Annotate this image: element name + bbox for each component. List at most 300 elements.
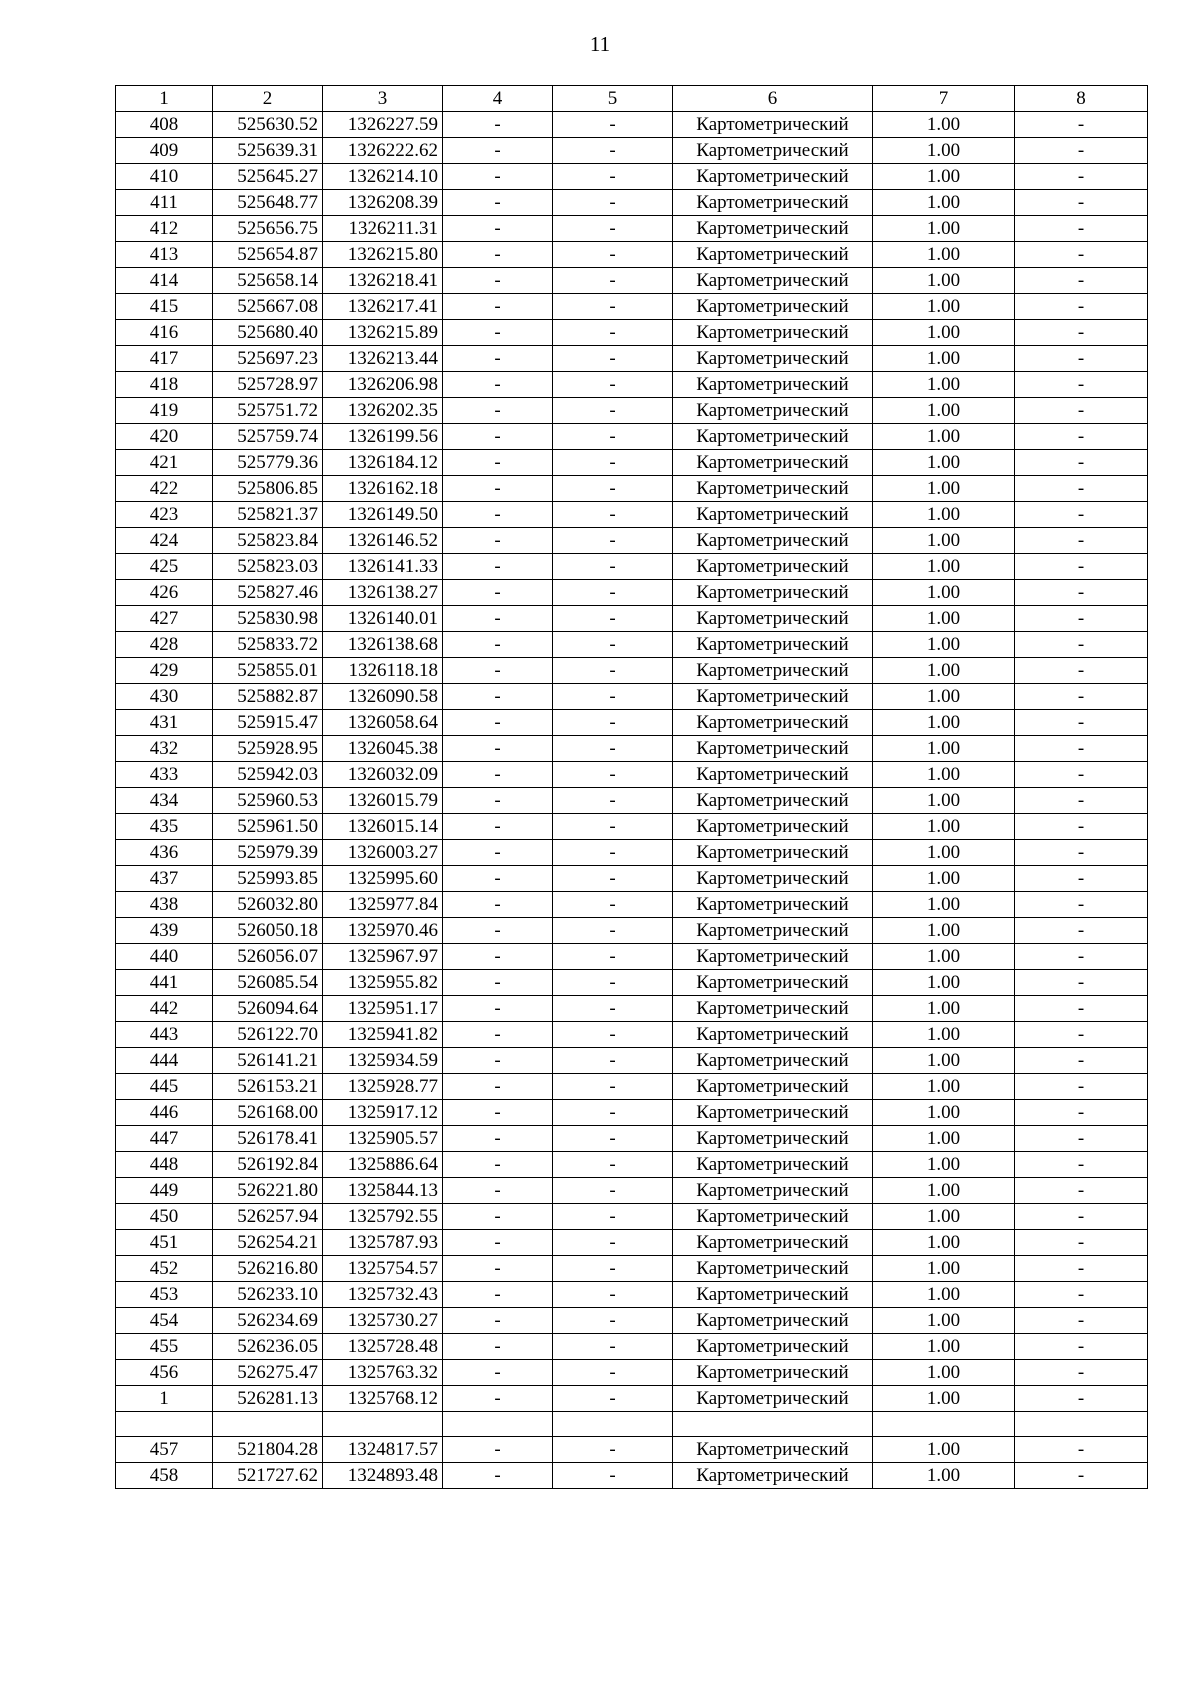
accuracy-cell: 1.00 xyxy=(873,684,1015,710)
column-header: 8 xyxy=(1015,86,1148,112)
column-8-cell: - xyxy=(1015,1022,1148,1048)
column-4-cell: - xyxy=(443,1282,553,1308)
x-coordinate-cell: 525823.84 xyxy=(213,528,323,554)
column-8-cell: - xyxy=(1015,1282,1148,1308)
point-number-cell: 450 xyxy=(116,1204,213,1230)
column-5-cell: - xyxy=(553,892,673,918)
method-cell: Картометрический xyxy=(673,1074,873,1100)
column-8-cell: - xyxy=(1015,1100,1148,1126)
y-coordinate-cell: 1325934.59 xyxy=(323,1048,443,1074)
y-coordinate-cell: 1326032.09 xyxy=(323,762,443,788)
point-number-cell: 441 xyxy=(116,970,213,996)
accuracy-cell: 1.00 xyxy=(873,1126,1015,1152)
column-4-cell: - xyxy=(443,606,553,632)
table-row xyxy=(116,320,1148,346)
method-cell: Картометрический xyxy=(673,424,873,450)
point-number-cell: 436 xyxy=(116,840,213,866)
method-cell: Картометрический xyxy=(673,580,873,606)
accuracy-cell: 1.00 xyxy=(873,1334,1015,1360)
point-number-cell: 425 xyxy=(116,554,213,580)
column-5-cell: - xyxy=(553,814,673,840)
column-4-cell: - xyxy=(443,632,553,658)
accuracy-cell: 1.00 xyxy=(873,1178,1015,1204)
point-number-cell: 432 xyxy=(116,736,213,762)
x-coordinate-cell: 525667.08 xyxy=(213,294,323,320)
accuracy-cell: 1.00 xyxy=(873,346,1015,372)
method-cell: Картометрический xyxy=(673,216,873,242)
method-cell: Картометрический xyxy=(673,398,873,424)
column-8-cell: - xyxy=(1015,918,1148,944)
point-number-cell: 409 xyxy=(116,138,213,164)
column-8-cell: - xyxy=(1015,1360,1148,1386)
table-row xyxy=(116,736,1148,762)
column-8-cell xyxy=(1015,1412,1148,1437)
y-coordinate-cell: 1326202.35 xyxy=(323,398,443,424)
point-number-cell: 458 xyxy=(116,1463,213,1489)
y-coordinate-cell: 1326222.62 xyxy=(323,138,443,164)
y-coordinate-cell: 1325977.84 xyxy=(323,892,443,918)
table-row xyxy=(116,996,1148,1022)
accuracy-cell: 1.00 xyxy=(873,970,1015,996)
column-5-cell: - xyxy=(553,554,673,580)
point-number-cell: 437 xyxy=(116,866,213,892)
column-5-cell: - xyxy=(553,684,673,710)
y-coordinate-cell: 1325917.12 xyxy=(323,1100,443,1126)
x-coordinate-cell: 525882.87 xyxy=(213,684,323,710)
accuracy-cell: 1.00 xyxy=(873,866,1015,892)
x-coordinate-cell: 525855.01 xyxy=(213,658,323,684)
column-5-cell: - xyxy=(553,1126,673,1152)
x-coordinate-cell: 525806.85 xyxy=(213,476,323,502)
point-number-cell: 454 xyxy=(116,1308,213,1334)
column-4-cell: - xyxy=(443,892,553,918)
x-coordinate-cell: 526233.10 xyxy=(213,1282,323,1308)
table-row xyxy=(116,528,1148,554)
table-row xyxy=(116,190,1148,216)
column-4-cell: - xyxy=(443,502,553,528)
column-5-cell: - xyxy=(553,710,673,736)
accuracy-cell: 1.00 xyxy=(873,1437,1015,1463)
column-8-cell: - xyxy=(1015,684,1148,710)
x-coordinate-cell: 525645.27 xyxy=(213,164,323,190)
column-8-cell: - xyxy=(1015,632,1148,658)
x-coordinate-cell: 525833.72 xyxy=(213,632,323,658)
point-number-cell: 1 xyxy=(116,1386,213,1412)
x-coordinate-cell: 526085.54 xyxy=(213,970,323,996)
table-row xyxy=(116,1463,1148,1489)
y-coordinate-cell: 1325886.64 xyxy=(323,1152,443,1178)
method-cell: Картометрический xyxy=(673,762,873,788)
point-number-cell: 412 xyxy=(116,216,213,242)
table-row xyxy=(116,138,1148,164)
y-coordinate-cell: 1326141.33 xyxy=(323,554,443,580)
y-coordinate-cell: 1326058.64 xyxy=(323,710,443,736)
table-row xyxy=(116,1048,1148,1074)
x-coordinate-cell: 526178.41 xyxy=(213,1126,323,1152)
column-5-cell: - xyxy=(553,112,673,138)
column-4-cell xyxy=(443,1412,553,1437)
y-coordinate-cell: 1326146.52 xyxy=(323,528,443,554)
point-number-cell: 419 xyxy=(116,398,213,424)
column-5-cell: - xyxy=(553,840,673,866)
method-cell: Картометрический xyxy=(673,788,873,814)
accuracy-cell: 1.00 xyxy=(873,1152,1015,1178)
method-cell: Картометрический xyxy=(673,1178,873,1204)
x-coordinate-cell: 525728.97 xyxy=(213,372,323,398)
column-4-cell: - xyxy=(443,294,553,320)
table-body xyxy=(116,112,1148,1489)
table-header-row xyxy=(116,86,1148,112)
accuracy-cell: 1.00 xyxy=(873,1308,1015,1334)
column-5-cell: - xyxy=(553,1178,673,1204)
method-cell: Картометрический xyxy=(673,554,873,580)
table-row xyxy=(116,1230,1148,1256)
column-5-cell: - xyxy=(553,658,673,684)
y-coordinate-cell: 1325844.13 xyxy=(323,1178,443,1204)
column-8-cell: - xyxy=(1015,268,1148,294)
point-number-cell: 443 xyxy=(116,1022,213,1048)
y-coordinate-cell: 1325928.77 xyxy=(323,1074,443,1100)
column-8-cell: - xyxy=(1015,554,1148,580)
point-number-cell: 453 xyxy=(116,1282,213,1308)
column-5-cell: - xyxy=(553,216,673,242)
x-coordinate-cell: 526192.84 xyxy=(213,1152,323,1178)
table-row xyxy=(116,372,1148,398)
method-cell: Картометрический xyxy=(673,814,873,840)
accuracy-cell: 1.00 xyxy=(873,190,1015,216)
x-coordinate-cell: 525993.85 xyxy=(213,866,323,892)
point-number-cell: 413 xyxy=(116,242,213,268)
column-5-cell: - xyxy=(553,138,673,164)
table-row xyxy=(116,242,1148,268)
column-5-cell: - xyxy=(553,944,673,970)
table-row xyxy=(116,1152,1148,1178)
x-coordinate-cell: 526168.00 xyxy=(213,1100,323,1126)
point-number-cell: 423 xyxy=(116,502,213,528)
column-8-cell: - xyxy=(1015,320,1148,346)
column-8-cell: - xyxy=(1015,424,1148,450)
column-4-cell: - xyxy=(443,1126,553,1152)
y-coordinate-cell: 1326090.58 xyxy=(323,684,443,710)
x-coordinate-cell: 526094.64 xyxy=(213,996,323,1022)
column-4-cell: - xyxy=(443,346,553,372)
x-coordinate-cell: 525654.87 xyxy=(213,242,323,268)
table-row xyxy=(116,710,1148,736)
x-coordinate-cell: 525751.72 xyxy=(213,398,323,424)
method-cell: Картометрический xyxy=(673,112,873,138)
accuracy-cell: 1.00 xyxy=(873,658,1015,684)
method-cell: Картометрический xyxy=(673,1463,873,1489)
y-coordinate-cell: 1325768.12 xyxy=(323,1386,443,1412)
accuracy-cell: 1.00 xyxy=(873,476,1015,502)
method-cell: Картометрический xyxy=(673,606,873,632)
point-number-cell: 429 xyxy=(116,658,213,684)
column-4-cell: - xyxy=(443,1048,553,1074)
y-coordinate-cell: 1326184.12 xyxy=(323,450,443,476)
y-coordinate-cell: 1325970.46 xyxy=(323,918,443,944)
table-row xyxy=(116,398,1148,424)
y-coordinate-cell: 1325995.60 xyxy=(323,866,443,892)
column-4-cell: - xyxy=(443,268,553,294)
point-number-cell: 417 xyxy=(116,346,213,372)
y-coordinate-cell: 1326162.18 xyxy=(323,476,443,502)
table-row xyxy=(116,1282,1148,1308)
y-coordinate-cell: 1326213.44 xyxy=(323,346,443,372)
point-number-cell: 421 xyxy=(116,450,213,476)
column-8-cell: - xyxy=(1015,996,1148,1022)
method-cell: Картометрический xyxy=(673,138,873,164)
y-coordinate-cell: 1326227.59 xyxy=(323,112,443,138)
column-4-cell: - xyxy=(443,1334,553,1360)
column-4-cell: - xyxy=(443,684,553,710)
x-coordinate-cell: 526254.21 xyxy=(213,1230,323,1256)
method-cell: Картометрический xyxy=(673,1204,873,1230)
y-coordinate-cell: 1326138.27 xyxy=(323,580,443,606)
table-row xyxy=(116,1178,1148,1204)
y-coordinate-cell: 1325951.17 xyxy=(323,996,443,1022)
table-row xyxy=(116,840,1148,866)
method-cell: Картометрический xyxy=(673,996,873,1022)
x-coordinate-cell: 525928.95 xyxy=(213,736,323,762)
table-row xyxy=(116,892,1148,918)
point-number-cell: 408 xyxy=(116,112,213,138)
column-4-cell: - xyxy=(443,1100,553,1126)
column-4-cell: - xyxy=(443,424,553,450)
table-row xyxy=(116,1204,1148,1230)
y-coordinate-cell: 1325732.43 xyxy=(323,1282,443,1308)
column-5-cell: - xyxy=(553,528,673,554)
point-number-cell: 438 xyxy=(116,892,213,918)
point-number-cell: 444 xyxy=(116,1048,213,1074)
point-number-cell: 446 xyxy=(116,1100,213,1126)
y-coordinate-cell: 1325730.27 xyxy=(323,1308,443,1334)
method-cell: Картометрический xyxy=(673,268,873,294)
column-4-cell: - xyxy=(443,138,553,164)
column-8-cell: - xyxy=(1015,1463,1148,1489)
y-coordinate-cell: 1326211.31 xyxy=(323,216,443,242)
accuracy-cell: 1.00 xyxy=(873,216,1015,242)
y-coordinate-cell: 1325728.48 xyxy=(323,1334,443,1360)
column-4-cell: - xyxy=(443,398,553,424)
accuracy-cell: 1.00 xyxy=(873,398,1015,424)
method-cell: Картометрический xyxy=(673,944,873,970)
column-5-cell: - xyxy=(553,1463,673,1489)
column-8-cell: - xyxy=(1015,840,1148,866)
method-cell xyxy=(673,1412,873,1437)
method-cell: Картометрический xyxy=(673,970,873,996)
x-coordinate-cell: 526122.70 xyxy=(213,1022,323,1048)
column-4-cell: - xyxy=(443,788,553,814)
table-row xyxy=(116,554,1148,580)
y-coordinate-cell: 1325955.82 xyxy=(323,970,443,996)
column-4-cell: - xyxy=(443,476,553,502)
x-coordinate-cell: 525697.23 xyxy=(213,346,323,372)
point-number-cell: 445 xyxy=(116,1074,213,1100)
column-8-cell: - xyxy=(1015,944,1148,970)
column-5-cell: - xyxy=(553,1437,673,1463)
column-4-cell: - xyxy=(443,1360,553,1386)
table-row xyxy=(116,788,1148,814)
column-8-cell: - xyxy=(1015,112,1148,138)
x-coordinate-cell: 526236.05 xyxy=(213,1334,323,1360)
accuracy-cell: 1.00 xyxy=(873,1074,1015,1100)
column-8-cell: - xyxy=(1015,294,1148,320)
method-cell: Картометрический xyxy=(673,372,873,398)
column-8-cell: - xyxy=(1015,1048,1148,1074)
column-8-cell: - xyxy=(1015,476,1148,502)
column-4-cell: - xyxy=(443,1152,553,1178)
column-5-cell: - xyxy=(553,1204,673,1230)
column-4-cell: - xyxy=(443,528,553,554)
point-number-cell: 424 xyxy=(116,528,213,554)
x-coordinate-cell: 526141.21 xyxy=(213,1048,323,1074)
method-cell: Картометрический xyxy=(673,528,873,554)
column-4-cell: - xyxy=(443,1022,553,1048)
column-4-cell: - xyxy=(443,112,553,138)
accuracy-cell: 1.00 xyxy=(873,762,1015,788)
column-header: 1 xyxy=(116,86,213,112)
column-4-cell: - xyxy=(443,216,553,242)
accuracy-cell: 1.00 xyxy=(873,242,1015,268)
column-4-cell: - xyxy=(443,450,553,476)
page-number: 11 xyxy=(589,32,611,56)
accuracy-cell: 1.00 xyxy=(873,1360,1015,1386)
column-8-cell: - xyxy=(1015,528,1148,554)
point-number-cell: 434 xyxy=(116,788,213,814)
column-header: 6 xyxy=(673,86,873,112)
accuracy-cell: 1.00 xyxy=(873,450,1015,476)
column-4-cell: - xyxy=(443,1178,553,1204)
y-coordinate-cell: 1325905.57 xyxy=(323,1126,443,1152)
y-coordinate-cell: 1325792.55 xyxy=(323,1204,443,1230)
table-row xyxy=(116,164,1148,190)
column-8-cell: - xyxy=(1015,164,1148,190)
point-number-cell: 422 xyxy=(116,476,213,502)
column-8-cell: - xyxy=(1015,502,1148,528)
point-number-cell: 433 xyxy=(116,762,213,788)
table-row xyxy=(116,268,1148,294)
column-8-cell: - xyxy=(1015,216,1148,242)
point-number-cell: 456 xyxy=(116,1360,213,1386)
y-coordinate-cell: 1326217.41 xyxy=(323,294,443,320)
column-4-cell: - xyxy=(443,372,553,398)
x-coordinate-cell: 525656.75 xyxy=(213,216,323,242)
x-coordinate-cell: 525823.03 xyxy=(213,554,323,580)
y-coordinate-cell: 1326215.80 xyxy=(323,242,443,268)
column-8-cell: - xyxy=(1015,1437,1148,1463)
y-coordinate-cell: 1325967.97 xyxy=(323,944,443,970)
point-number-cell: 452 xyxy=(116,1256,213,1282)
x-coordinate-cell: 525960.53 xyxy=(213,788,323,814)
column-5-cell: - xyxy=(553,580,673,606)
point-number-cell: 449 xyxy=(116,1178,213,1204)
accuracy-cell: 1.00 xyxy=(873,528,1015,554)
column-8-cell: - xyxy=(1015,242,1148,268)
column-8-cell: - xyxy=(1015,892,1148,918)
column-8-cell: - xyxy=(1015,866,1148,892)
column-8-cell: - xyxy=(1015,1074,1148,1100)
method-cell: Картометрический xyxy=(673,346,873,372)
table-row xyxy=(116,216,1148,242)
x-coordinate-cell: 525759.74 xyxy=(213,424,323,450)
accuracy-cell: 1.00 xyxy=(873,788,1015,814)
column-4-cell: - xyxy=(443,1437,553,1463)
x-coordinate-cell: 525942.03 xyxy=(213,762,323,788)
column-5-cell: - xyxy=(553,424,673,450)
column-5-cell: - xyxy=(553,1230,673,1256)
column-8-cell: - xyxy=(1015,346,1148,372)
accuracy-cell: 1.00 xyxy=(873,996,1015,1022)
point-number-cell: 426 xyxy=(116,580,213,606)
accuracy-cell: 1.00 xyxy=(873,502,1015,528)
column-4-cell: - xyxy=(443,736,553,762)
x-coordinate-cell: 525630.52 xyxy=(213,112,323,138)
accuracy-cell: 1.00 xyxy=(873,606,1015,632)
column-5-cell: - xyxy=(553,788,673,814)
column-5-cell: - xyxy=(553,996,673,1022)
accuracy-cell: 1.00 xyxy=(873,1282,1015,1308)
column-header: 4 xyxy=(443,86,553,112)
accuracy-cell: 1.00 xyxy=(873,918,1015,944)
table-row xyxy=(116,294,1148,320)
column-4-cell: - xyxy=(443,866,553,892)
point-number-cell: 428 xyxy=(116,632,213,658)
column-5-cell: - xyxy=(553,1074,673,1100)
point-number-cell: 431 xyxy=(116,710,213,736)
point-number-cell: 451 xyxy=(116,1230,213,1256)
accuracy-cell: 1.00 xyxy=(873,580,1015,606)
column-5-cell: - xyxy=(553,970,673,996)
column-4-cell: - xyxy=(443,710,553,736)
point-number-cell: 439 xyxy=(116,918,213,944)
method-cell: Картометрический xyxy=(673,1126,873,1152)
table-row xyxy=(116,762,1148,788)
x-coordinate-cell: 521727.62 xyxy=(213,1463,323,1489)
point-number-cell: 440 xyxy=(116,944,213,970)
y-coordinate-cell: 1326045.38 xyxy=(323,736,443,762)
point-number-cell: 435 xyxy=(116,814,213,840)
table-row xyxy=(116,112,1148,138)
column-8-cell: - xyxy=(1015,372,1148,398)
x-coordinate-cell: 526257.94 xyxy=(213,1204,323,1230)
x-coordinate-cell: 525639.31 xyxy=(213,138,323,164)
accuracy-cell: 1.00 xyxy=(873,1230,1015,1256)
column-header: 3 xyxy=(323,86,443,112)
point-number-cell: 420 xyxy=(116,424,213,450)
method-cell: Картометрический xyxy=(673,1386,873,1412)
x-coordinate-cell: 525821.37 xyxy=(213,502,323,528)
accuracy-cell: 1.00 xyxy=(873,1022,1015,1048)
column-5-cell: - xyxy=(553,632,673,658)
accuracy-cell: 1.00 xyxy=(873,710,1015,736)
accuracy-cell: 1.00 xyxy=(873,632,1015,658)
method-cell: Картометрический xyxy=(673,1334,873,1360)
column-8-cell: - xyxy=(1015,788,1148,814)
column-5-cell: - xyxy=(553,372,673,398)
method-cell: Картометрический xyxy=(673,892,873,918)
point-number-cell: 410 xyxy=(116,164,213,190)
accuracy-cell: 1.00 xyxy=(873,1256,1015,1282)
x-coordinate-cell: 526221.80 xyxy=(213,1178,323,1204)
column-4-cell: - xyxy=(443,1256,553,1282)
table-row xyxy=(116,606,1148,632)
column-8-cell: - xyxy=(1015,736,1148,762)
x-coordinate-cell: 525827.46 xyxy=(213,580,323,606)
y-coordinate-cell: 1326149.50 xyxy=(323,502,443,528)
method-cell: Картометрический xyxy=(673,450,873,476)
column-8-cell: - xyxy=(1015,710,1148,736)
accuracy-cell: 1.00 xyxy=(873,892,1015,918)
